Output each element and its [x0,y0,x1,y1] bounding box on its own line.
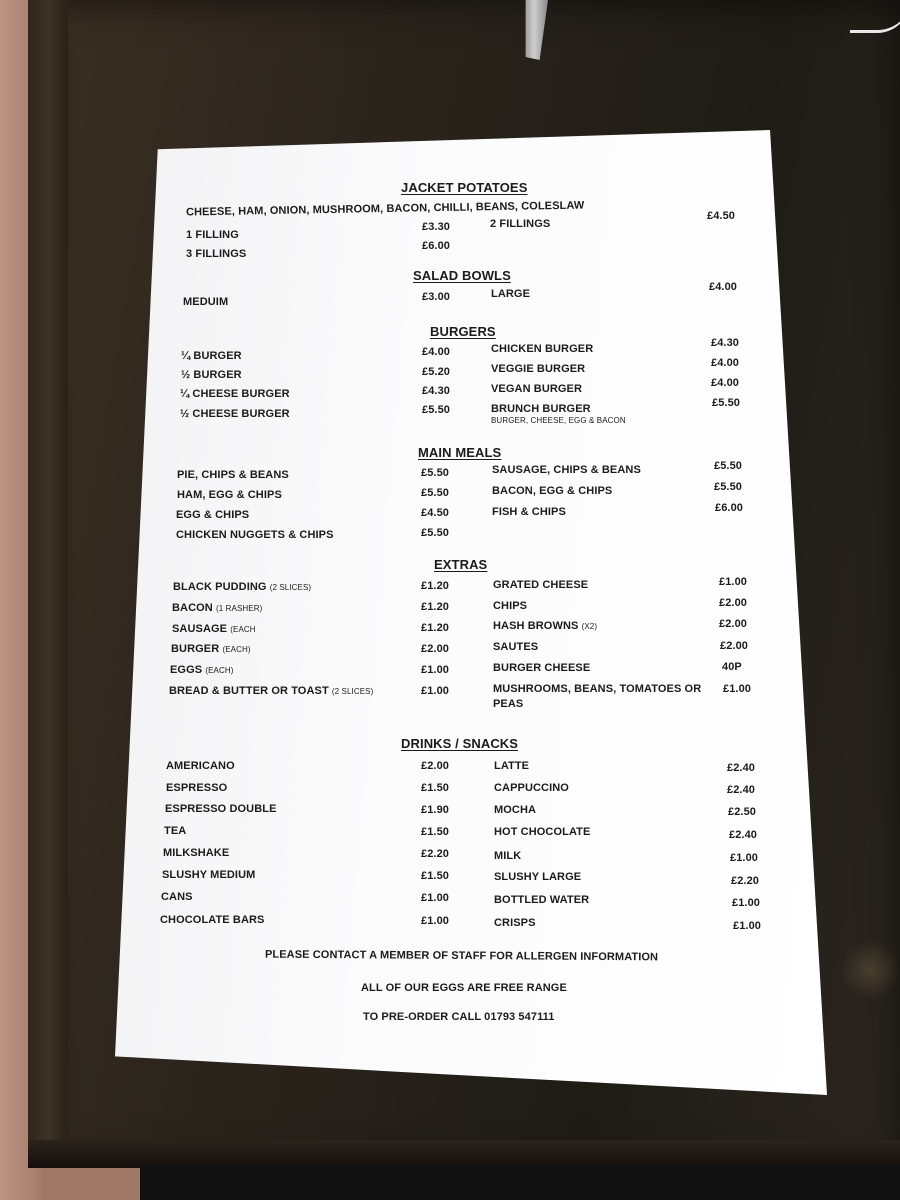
extras-left-5-price: £1.00 [421,685,450,697]
main-right-1-price: £5.50 [714,481,743,493]
extras-right-5-price: £1.00 [723,683,752,695]
extras-right-2-note: (X2) [581,622,598,631]
drinks-right-4-price: £1.00 [730,852,759,864]
extras-right-4 [493,662,590,674]
extras-right-3-name: SAUTES [493,641,539,653]
extras-left-3 [171,643,251,655]
drinks-right-7-price: £1.00 [733,920,762,932]
burger-right-3-name: BRUNCH BURGER [491,403,591,415]
drinks-right-2-price: £2.50 [728,806,757,818]
drinks-right-0-name: LATTE [494,760,530,772]
extras-left-2-price: £1.20 [421,622,450,634]
drinks-left-2-price: £1.90 [421,804,450,816]
drinks-right-6-price: £1.00 [732,897,761,909]
extras-left-2 [172,623,256,635]
main-right-0-price: £5.50 [714,460,743,472]
burger-right-2-name: VEGAN BURGER [491,383,583,395]
jacket-three-fillings-price: £6.00 [422,240,451,252]
extras-left-0-name: BLACK PUDDING [173,581,267,593]
white-cord [850,0,900,33]
drinks-left-5-price: £1.50 [421,870,450,882]
extras-right-2-price: £2.00 [719,618,748,630]
drinks-right-3-name: HOT CHOCOLATE [494,826,591,838]
table-stain [840,940,900,1000]
table-edge [28,1140,900,1168]
extras-left-1-price: £1.20 [421,601,450,613]
extras-right-2 [493,620,597,632]
burger-right-0-name: CHICKEN BURGER [491,343,594,355]
drinks-left-4-price: £2.20 [421,848,450,860]
extras-left-0 [173,581,311,593]
drinks-left-4-name: MILKSHAKE [163,847,230,859]
main-right-2-price: £6.00 [715,502,744,514]
jacket-potatoes-heading: JACKET POTATOES [401,180,528,195]
main-left-1-price: £5.50 [421,487,450,499]
main-right-1-name: BACON, EGG & CHIPS [492,485,613,497]
burger-right-3-price: £5.50 [712,397,741,409]
drinks-left-0-price: £2.00 [421,760,450,772]
drinks-right-1-price: £2.40 [727,784,756,796]
main-left-0-price: £5.50 [421,467,450,479]
jacket-three-fillings-label: 3 FILLINGS [186,248,247,260]
jacket-fillings-list: CHEESE, HAM, ONION, MUSHROOM, BACON, CHILLI, BEANS, COLESLAW [185,199,585,219]
extras-left-1 [172,602,262,614]
extras-left-4-name: EGGS [170,664,203,676]
salad-bowls-heading: SALAD BOWLS [413,268,511,283]
main-left-3-price: £5.50 [421,527,450,539]
extras-right-5 [493,683,701,695]
drinks-right-1-name: CAPPUCCINO [494,782,569,794]
extras-right-1-name: CHIPS [493,600,528,612]
extras-left-4 [170,664,234,676]
extras-left-2-note: (EACH [230,625,256,634]
main-right-2-name: FISH & CHIPS [492,506,566,518]
extras-right-1 [493,600,527,612]
drinks-right-0-price: £2.40 [727,762,756,774]
extras-right-2-name: HASH BROWNS [493,620,579,632]
drinks-left-0-name: AMERICANO [166,760,235,772]
main-left-0-name: PIE, CHIPS & BEANS [177,469,289,481]
burger-left-0-price: £4.00 [422,346,451,358]
extras-left-0-price: £1.20 [421,580,450,592]
drinks-left-5-name: SLUSHY MEDIUM [162,869,256,881]
burger-left-2-price: £4.30 [422,385,451,397]
main-left-2-name: EGG & CHIPS [176,509,250,521]
drinks-left-1-price: £1.50 [421,782,450,794]
extras-left-2-name: SAUSAGE [172,623,228,635]
extras-left-5 [169,685,373,697]
extras-right-0-price: £1.00 [719,576,748,588]
pre-order-phone: TO PRE-ORDER CALL 01793 547111 [363,1011,555,1023]
extras-right-1-price: £2.00 [719,597,748,609]
jacket-one-filling-label: 1 FILLING [186,229,239,241]
drinks-right-7-name: CRISPS [494,917,536,929]
drinks-snacks-heading: DRINKS / SNACKS [401,736,519,751]
extras-left-4-price: £1.00 [421,664,450,676]
extras-left-1-name: BACON [172,602,213,614]
salad-medium-label: MEDUIM [183,296,229,308]
drinks-right-3-price: £2.40 [729,829,758,841]
drinks-left-3-price: £1.50 [421,826,450,838]
burger-left-2-name: ¼ CHEESE BURGER [180,388,290,400]
shadow-below-table [140,1165,900,1200]
extras-right-4-price: 40P [722,661,742,673]
drinks-right-2-name: MOCHA [494,804,537,816]
extras-left-0-note: (2 SLICES) [269,583,312,592]
extras-left-4-note: (EACH) [205,666,234,675]
jacket-two-fillings-price: £4.50 [707,210,736,222]
salad-large-price: £4.00 [709,281,738,293]
main-meals-heading: MAIN MEALS [418,445,502,460]
salad-large-label: LARGE [491,288,530,300]
burger-right-0-price: £4.30 [711,337,740,349]
main-left-2-price: £4.50 [421,507,450,519]
extras-right-0-name: GRATED CHEESE [493,579,589,591]
burger-right-2-price: £4.00 [711,377,740,389]
drinks-left-6-name: CANS [161,891,193,903]
drinks-right-4-name: MILK [494,850,522,862]
burger-left-1-name: ½ BURGER [181,369,242,381]
drinks-right-5-name: SLUSHY LARGE [494,871,582,883]
extras-right-0 [493,579,588,591]
main-right-0-name: SAUSAGE, CHIPS & BEANS [492,464,641,476]
extras-mushrooms-continuation: PEAS [493,698,524,710]
extras-left-3-note: (EACH) [222,645,251,654]
jacket-one-filling-price: £3.30 [422,221,451,233]
brunch-burger-note: BURGER, CHEESE, EGG & BACON [491,416,626,425]
jacket-two-fillings-label: 2 FILLINGS [490,218,551,230]
extras-heading: EXTRAS [434,557,488,572]
main-left-1-name: HAM, EGG & CHIPS [177,489,282,501]
drinks-left-3-name: TEA [164,825,187,837]
extras-right-5-name: MUSHROOMS, BEANS, TOMATOES OR [493,683,702,695]
extras-left-5-name: BREAD & BUTTER OR TOAST [169,685,329,697]
drinks-left-7-price: £1.00 [421,915,450,927]
drinks-right-6-name: BOTTLED WATER [494,894,590,906]
drinks-left-6-price: £1.00 [421,892,450,904]
free-range-eggs-notice: ALL OF OUR EGGS ARE FREE RANGE [361,982,567,994]
extras-left-1-note: (1 RASHER) [216,604,263,613]
burger-left-3-price: £5.50 [422,404,451,416]
drinks-left-2-name: ESPRESSO DOUBLE [165,803,277,815]
drinks-left-1-name: ESPRESSO [166,782,228,794]
burger-left-0-name: ¼ BURGER [181,350,242,362]
extras-left-3-name: BURGER [171,643,220,655]
burger-left-3-name: ½ CHEESE BURGER [180,408,290,420]
allergen-notice: PLEASE CONTACT A MEMBER OF STAFF FOR ALLERGEN INFORMATION [264,948,659,964]
extras-right-3 [493,641,538,653]
drinks-right-5-price: £2.20 [731,875,760,887]
drinks-left-7-name: CHOCOLATE BARS [160,914,265,926]
burgers-heading: BURGERS [430,324,496,339]
salad-medium-price: £3.00 [422,291,451,303]
burger-right-1-name: VEGGIE BURGER [491,363,586,375]
main-left-3-name: CHICKEN NUGGETS & CHIPS [176,529,334,541]
extras-left-5-note: (2 SLICES) [331,687,374,696]
extras-left-3-price: £2.00 [421,643,450,655]
burger-left-1-price: £5.20 [422,366,451,378]
extras-right-4-name: BURGER CHEESE [493,662,591,674]
burger-right-1-price: £4.00 [711,357,740,369]
extras-right-3-price: £2.00 [720,640,749,652]
